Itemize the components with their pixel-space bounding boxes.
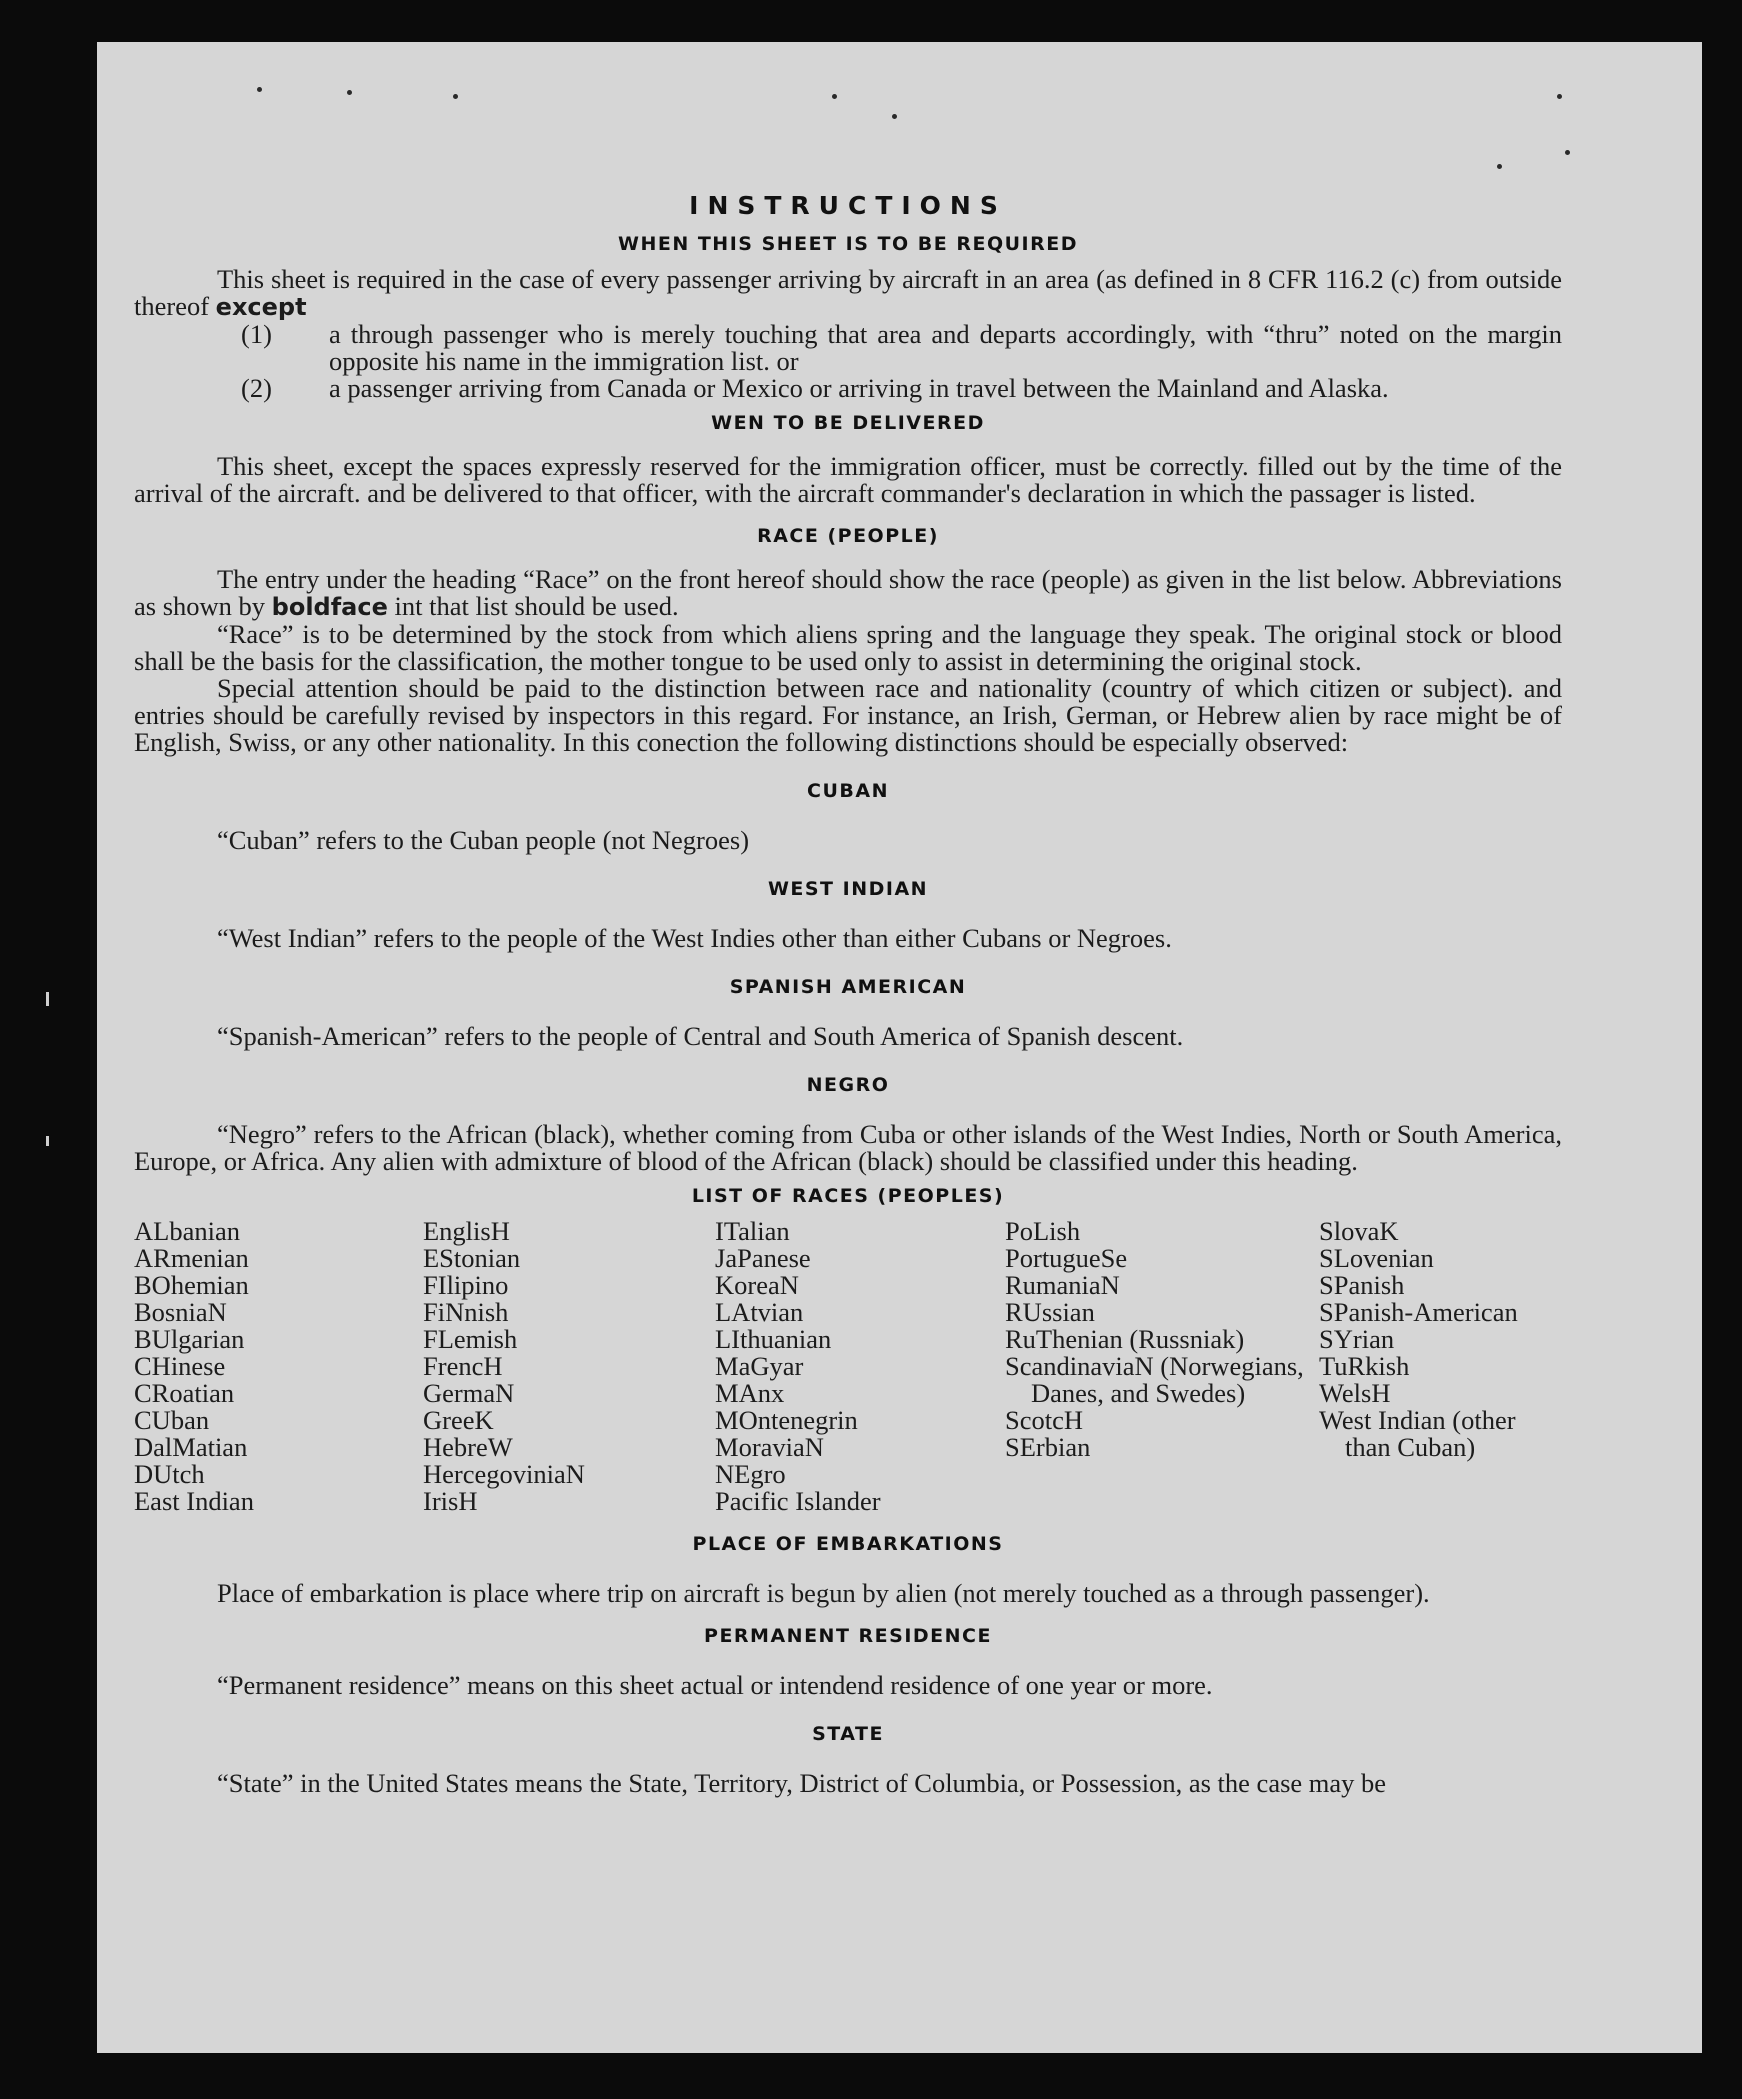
race-entry: MOntenegrin (715, 1405, 858, 1435)
heading-state: STATE (812, 1723, 884, 1745)
heading-spanish-american: SPANISH AMERICAN (729, 976, 967, 998)
heading-permanent-residence: PERMANENT RESIDENCE (704, 1625, 992, 1647)
race-entry: LIthuanian (715, 1324, 832, 1354)
race-entry: FIlipino (423, 1270, 509, 1300)
heading-list-of-races: LIST OF RACES (PEOPLES) (691, 1185, 1005, 1207)
race-entry: RuThenian (Russniak) (1005, 1324, 1245, 1354)
race-entry: BUlgarian (134, 1324, 245, 1354)
race-entry: WelsH (1319, 1378, 1391, 1408)
heading-west-indian: WEST INDIAN (767, 878, 929, 900)
race-entry: West Indian (other than Cuban) (1319, 1405, 1516, 1462)
race-list-column (1319, 1218, 1562, 1515)
race-entry: JaPanese (715, 1243, 811, 1273)
race-entry: MAnx (715, 1378, 785, 1408)
heading-cuban: CUBAN (807, 780, 889, 802)
spanish-american-text: “Spanish-American” refers to the people of Central and South America of Spanish descent. (217, 1021, 1184, 1051)
race-entry: SPanish (1319, 1270, 1405, 1300)
embarkation-text: Place of embarkation is place where trip on aircraft is begun by alien (not merely touched as a through passenger). (217, 1578, 1430, 1608)
race-entry: SlovaK (1319, 1216, 1399, 1246)
race-entry: MaGyar (715, 1351, 804, 1381)
race-entry: LAtvian (715, 1297, 804, 1327)
race-entry: SErbian (1005, 1432, 1091, 1462)
race-paragraph-2: “Race” is to be determined by the stock from which aliens spring and the language they speak. The original stock or blood shall be the basis for the classification, the mother tongue to be used only to assist in determining the original stock. (134, 619, 1562, 676)
scan-speck (257, 87, 262, 92)
when-delivered-text: This sheet, except the spaces expressly reserved for the immigration officer, must be correctly. filled out by the time of the arrival of the aircraft. and be delivered to that officer, with the aircraft commander's declaration in which the passager is listed. (134, 451, 1562, 508)
race-entry: BOhemian (134, 1270, 249, 1300)
race-entry: TuRkish (1319, 1351, 1410, 1381)
race-list (134, 1218, 1562, 1515)
race-entry: SPanish-American (1319, 1297, 1518, 1327)
item-number: (1) (241, 319, 272, 349)
scan-speck (453, 94, 458, 99)
race-list-column (715, 1218, 1005, 1515)
race-entry: KoreaN (715, 1270, 799, 1300)
race-list-column (423, 1218, 715, 1515)
race-entry: HebreW (423, 1432, 513, 1462)
heading-negro: NEGRO (806, 1074, 890, 1096)
race-list-column (1005, 1218, 1319, 1515)
race-paragraph-1: The entry under the heading “Race” on the front hereof should show the race (people) as given in the list below. Abbreviations as shown by boldface int that list should be used. (134, 564, 1562, 621)
race-entry: ARmenian (134, 1243, 249, 1273)
race-entry: GermaN (423, 1378, 515, 1408)
item-text: a through passenger who is merely touching that area and departs accordingly, with “thru” noted on the margin opposite his name in the immigration list. or (329, 319, 1562, 376)
race-entry: East Indian (134, 1486, 254, 1516)
race-entry: ScandinaviaN (Norwegians, Danes, and Swedes) (1005, 1351, 1304, 1408)
heading-race: RACE (PEOPLE) (757, 525, 939, 547)
race-entry: NEgro (715, 1459, 786, 1489)
document-title: INSTRUCTIONS (689, 191, 1007, 220)
race-entry: BosniaN (134, 1297, 227, 1327)
race-list-column (134, 1218, 423, 1515)
when-required-intro: This sheet is required in the case of every passenger arriving by aircraft in an area (as defined in 8 CFR 116.2 (c) from outside thereof except (134, 264, 1562, 321)
race-entry: ScotcH (1005, 1405, 1084, 1435)
race-entry: EnglisH (423, 1216, 510, 1246)
race-entry: IrisH (423, 1486, 478, 1516)
scan-speck (347, 90, 352, 95)
race-entry: SLovenian (1319, 1243, 1434, 1273)
heading-when-required: WHEN THIS SHEET IS TO BE REQUIRED (617, 233, 1078, 255)
race-entry: HercegoviniaN (423, 1459, 585, 1489)
race-entry: ITalian (715, 1216, 790, 1246)
race-paragraph-3: Special attention should be paid to the distinction between race and nationality (country of which citizen or subject). and entries should be carefully revised by inspectors in this regard. For instance, an Irish, German, or Hebrew alien by race might be of English, Swiss, or any other nationality. In this conection the following distinctions should be especially observed: (134, 673, 1562, 757)
race-entry: PoLish (1005, 1216, 1081, 1246)
west-indian-text: “West Indian” refers to the people of the West Indies other than either Cubans or Negroes. (217, 923, 1172, 953)
race-entry: EStonian (423, 1243, 521, 1273)
exception-item-2 (134, 375, 1562, 402)
scan-edge-mark (46, 1136, 49, 1146)
race-entry: DalMatian (134, 1432, 248, 1462)
race-entry: DUtch (134, 1459, 205, 1489)
item-text: a passenger arriving from Canada or Mexico or arriving in travel between the Mainland and Alaska. (329, 373, 1389, 403)
scan-speck (1497, 164, 1502, 169)
race-entry: FLemish (423, 1324, 518, 1354)
document-page (97, 42, 1702, 2053)
scan-speck (1565, 150, 1570, 155)
race-entry: CUban (134, 1405, 210, 1435)
boldface-word: boldface (271, 593, 388, 621)
heading-embarkation: PLACE OF EMBARKATIONS (692, 1533, 1004, 1555)
race-entry: CRoatian (134, 1378, 235, 1408)
permanent-residence-text: “Permanent residence” means on this sheet actual or intendend residence of one year or more. (217, 1670, 1213, 1700)
scan-edge-mark (46, 992, 49, 1006)
instructions-body (134, 192, 1562, 1797)
scan-speck (832, 94, 837, 99)
race-entry: SYrian (1319, 1324, 1395, 1354)
race-entry: FrencH (423, 1351, 503, 1381)
race-entry: CHinese (134, 1351, 226, 1381)
race-entry: Pacific Islander (715, 1486, 881, 1516)
negro-text: “Negro” refers to the African (black), whether coming from Cuba or other islands of the West Indies, North or South America, Europe, or Africa. Any alien with admixture of blood of the African (black) should be classified under this heading. (134, 1119, 1562, 1176)
scan-speck (892, 114, 897, 119)
scan-speck (1557, 94, 1562, 99)
race-entry: ALbanian (134, 1216, 240, 1246)
heading-when-delivered: WEN TO BE DELIVERED (711, 412, 985, 434)
race-entry: GreeK (423, 1405, 494, 1435)
race-entry: FiNnish (423, 1297, 509, 1327)
state-text: “State” in the United States means the State, Territory, District of Columbia, or Possession, as the case may be (217, 1768, 1387, 1798)
race-entry: RUssian (1005, 1297, 1095, 1327)
race-entry: RumaniaN (1005, 1270, 1120, 1300)
race-entry: MoraviaN (715, 1432, 824, 1462)
exception-item-1 (134, 321, 1562, 375)
cuban-text: “Cuban” refers to the Cuban people (not Negroes) (217, 825, 750, 855)
item-number: (2) (241, 373, 272, 403)
race-entry: PortugueSe (1005, 1243, 1128, 1273)
except-word: except (215, 293, 307, 321)
